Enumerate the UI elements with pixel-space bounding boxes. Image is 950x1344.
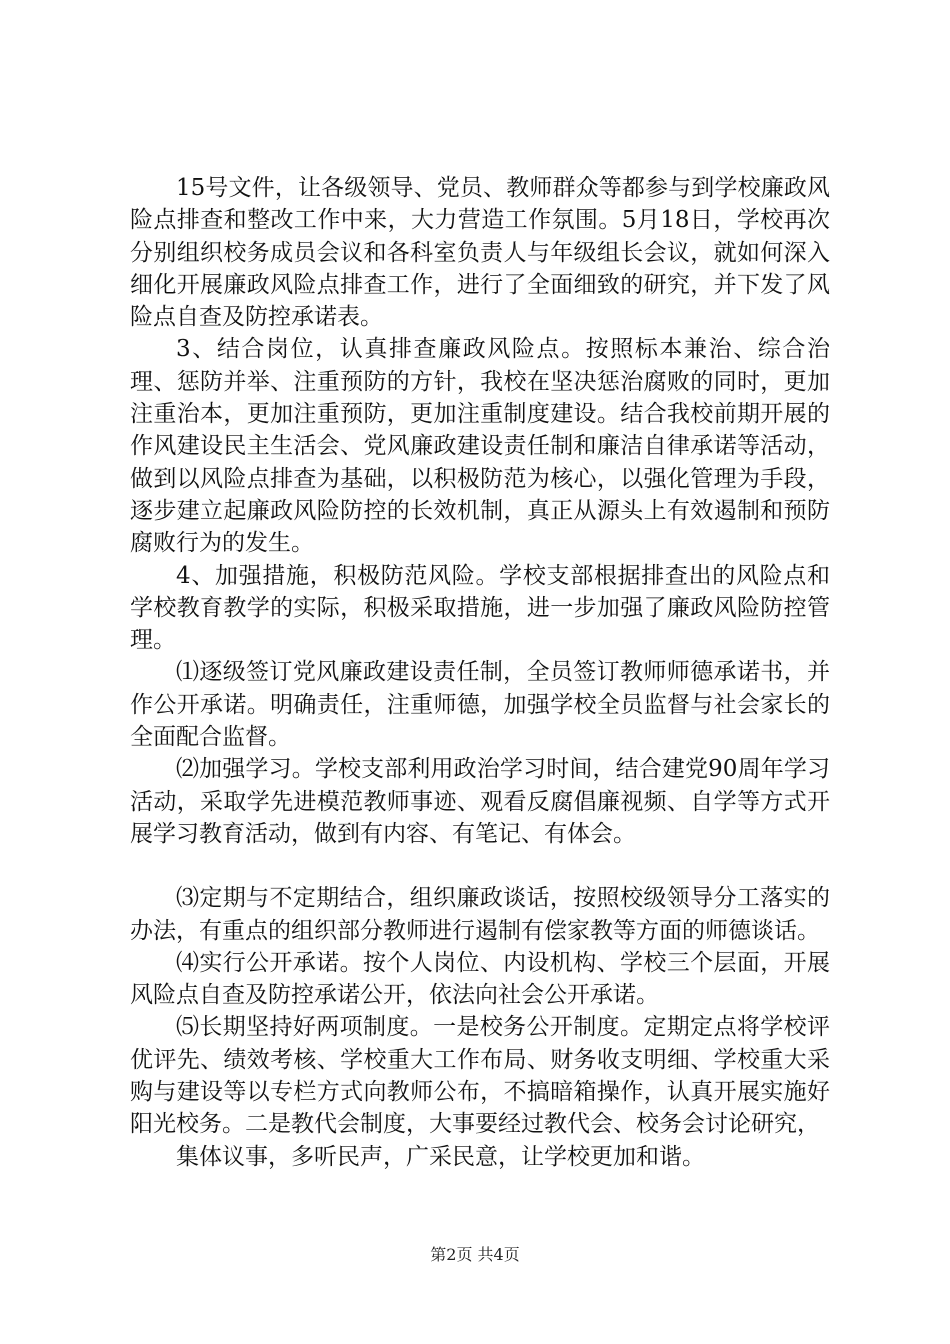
paragraph-1: 15号文件，让各级领导、党员、教师群众等都参与到学校廉政风险点排查和整改工作中来，大力营造工作氛围。5月18日，学校再次分别组织校务成员会议和各科室负责人与年级组长会议，就如何深入细化开展廉政风险点排查工作，进行了全面细致的研究，并下发了风险点自查及防控承诺表。	[130, 175, 830, 331]
paragraph-3: 4、加强措施，积极防范风险。学校支部根据排查出的风险点和学校教育教学的实际，积极采取措施，进一步加强了廉政风险防控管理。	[130, 562, 830, 654]
document-body	[130, 172, 830, 1173]
paragraph-6: ⑶定期与不定期结合，组织廉政谈话，按照校级领导分工落实的办法，有重点的组织部分教师进行遏制有偿家教等方面的师德谈话。	[130, 885, 830, 944]
paragraph-4: ⑴逐级签订党风廉政建设责任制，全员签订教师师德承诺书，并作公开承诺。明确责任，注重师德，加强学校全员监督与社会家长的全面配合监督。	[130, 659, 830, 751]
paragraph-8: ⑸长期坚持好两项制度。一是校务公开制度。定期定点将学校评优评先、绩效考核、学校重大工作布局、财务收支明细、学校重大采购与建设等以专栏方式向教师公布，不搞暗箱操作，认真开展实施好阳光校务。二是教代会制度，大事要经过教代会、校务会讨论研究，	[130, 1014, 830, 1138]
paragraph-5: ⑵加强学习。学校支部利用政治学习时间，结合建党90周年学习活动，采取学先进模范教师事迹、观看反腐倡廉视频、自学等方式开展学习教育活动，做到有内容、有笔记、有体会。	[130, 756, 830, 847]
paragraph-7: ⑷实行公开承诺。按个人岗位、内设机构、学校三个层面，开展风险点自查及防控承诺公开，依法向社会公开承诺。	[130, 949, 830, 1009]
paragraph-9: 集体议事，多听民声，广采民意，让学校更加和谐。	[176, 1143, 705, 1170]
paragraph-2: 3、结合岗位，认真排查廉政风险点。按照标本兼治、综合治理、惩防并举、注重预防的方针，我校在坚决惩治腐败的同时，更加注重治本，更加注重预防，更加注重制度建设。结合我校前期开展的作风建设民主生活会、党风廉政建设责任制和廉洁自律承诺等活动，做到以风险点排查为基础，以积极防范为核心，以强化管理为手段，逐步建立起廉政风险防控的长效机制，真正从源头上有效遏制和预防腐败行为的发生。	[130, 336, 830, 557]
page-footer: 第2页 共4页	[430, 1245, 520, 1264]
